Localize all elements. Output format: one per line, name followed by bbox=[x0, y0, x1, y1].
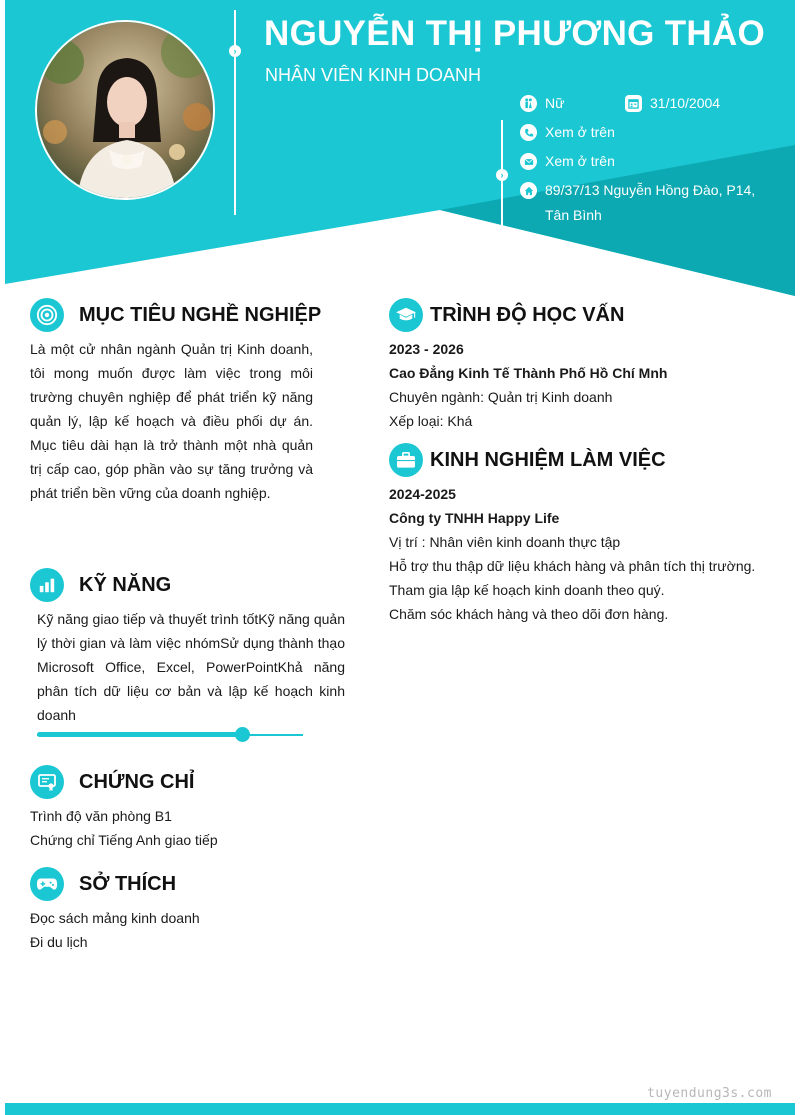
experience-heading bbox=[389, 443, 666, 477]
hobby-item: Đi du lịch bbox=[30, 934, 88, 950]
address-info bbox=[520, 178, 755, 228]
footer-bar bbox=[5, 1103, 795, 1115]
certificates-heading bbox=[30, 765, 194, 799]
email-value: Xem ở trên bbox=[545, 153, 615, 169]
skill-level-fill bbox=[37, 732, 242, 737]
experience-title: KINH NGHIỆM LÀM VIỆC bbox=[430, 448, 666, 471]
education-period: 2023 - 2026 bbox=[389, 341, 464, 357]
education-school: Cao Đẳng Kinh Tế Thành Phố Hồ Chí Mnh bbox=[389, 365, 668, 381]
experience-task: Hỗ trợ thu thập dữ liệu khách hàng và phân tích thị trường. bbox=[389, 558, 756, 574]
email-info bbox=[520, 149, 615, 174]
experience-period: 2024-2025 bbox=[389, 486, 456, 502]
address-line-1: 89/37/13 Nguyễn Hồng Đào, P14, bbox=[545, 182, 756, 198]
experience-position: Vị trí : Nhân viên kinh doanh thực tập bbox=[389, 534, 621, 550]
chevron-right-icon: › bbox=[229, 45, 241, 57]
skills-text: Kỹ năng giao tiếp và thuyết trình tốtKỹ năng quản lý thời gian và làm việc nhómSử dụng thành thạo Microsoft Office, Excel, PowerPointKhả năng phân tích dữ liệu cơ bản và lập kế hoạch kinh doanh bbox=[37, 611, 345, 723]
hobbies-heading bbox=[30, 867, 176, 901]
education-grade: Xếp loại: Khá bbox=[389, 413, 473, 429]
experience-company: Công ty TNHH Happy Life bbox=[389, 510, 560, 526]
skills-heading bbox=[30, 568, 171, 602]
phone-icon bbox=[520, 124, 537, 141]
objective-heading bbox=[30, 298, 321, 332]
home-icon bbox=[520, 182, 537, 199]
phone-info bbox=[520, 120, 615, 145]
birthday-value: 31/10/2004 bbox=[650, 95, 721, 111]
certificate-icon bbox=[30, 765, 64, 799]
candidate-name: NGUYỄN THỊ PHƯƠNG THẢO bbox=[264, 14, 766, 53]
graduation-cap-icon bbox=[389, 298, 423, 332]
phone-value: Xem ở trên bbox=[545, 124, 615, 140]
header-divider-line bbox=[234, 10, 236, 215]
certificate-item: Trình độ văn phòng B1 bbox=[30, 808, 172, 824]
hobby-item: Đọc sách mảng kinh doanh bbox=[30, 910, 200, 926]
education-title: TRÌNH ĐỘ HỌC VẤN bbox=[430, 303, 625, 326]
education-major: Chuyên ngành: Quản trị Kinh doanh bbox=[389, 389, 613, 405]
gender-icon bbox=[520, 95, 537, 112]
certificates-title: CHỨNG CHỈ bbox=[79, 770, 195, 793]
address-line-2: Tân Bình bbox=[545, 207, 602, 223]
objective-title: MỤC TIÊU NGHỀ NGHIỆP bbox=[79, 303, 322, 326]
profile-photo bbox=[35, 20, 215, 200]
skills-title: KỸ NĂNG bbox=[79, 573, 172, 596]
birthday-info bbox=[625, 91, 720, 116]
objective-text: Là một cử nhân ngành Quản trị Kinh doanh, tôi mong muốn được làm việc trong môi trường chuyên nghiệp để phát triển kỹ năng quản lý, lập kế hoạch và điều phối dự án. Mục tiêu dài hạn là trở thành một nhà quản trị cấp cao, góp phần vào sự tăng trưởng và phát triển bền vững của doanh nghiệp. bbox=[30, 341, 313, 501]
hobbies-title: SỞ THÍCH bbox=[79, 872, 177, 895]
target-icon bbox=[30, 298, 64, 332]
watermark-text: tuyendung3s.com bbox=[647, 1086, 772, 1101]
candidate-job-title: NHÂN VIÊN KINH DOANH bbox=[265, 65, 482, 85]
experience-task: Chăm sóc khách hàng và theo dõi đơn hàng. bbox=[389, 606, 669, 622]
calendar-icon bbox=[625, 95, 642, 112]
gender-info bbox=[520, 91, 564, 116]
skill-level-knob bbox=[235, 727, 250, 742]
education-heading bbox=[389, 298, 624, 332]
gamepad-icon bbox=[30, 867, 64, 901]
briefcase-icon bbox=[389, 443, 423, 477]
gender-value: Nữ bbox=[545, 95, 565, 111]
chevron-right-icon: › bbox=[496, 169, 508, 181]
certificate-item: Chứng chỉ Tiếng Anh giao tiếp bbox=[30, 832, 218, 848]
email-icon bbox=[520, 153, 537, 170]
experience-task: Tham gia lập kế hoạch kinh doanh theo quý. bbox=[389, 582, 665, 598]
bar-chart-icon bbox=[30, 568, 64, 602]
